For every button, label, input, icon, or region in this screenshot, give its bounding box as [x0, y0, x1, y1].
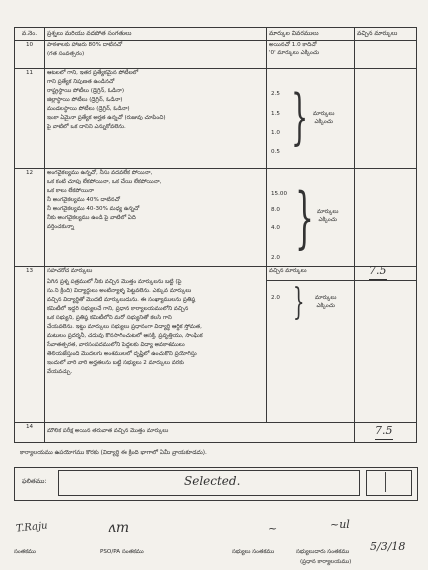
row-obtained: [355, 423, 417, 443]
desc-line: మౌలిక పరీక్ష అయిన తరువాత వచ్చిన మొత్తం మార్కులు: [47, 428, 169, 435]
desc-line: పాఠశాలకు హాజరు 80% దాటినచో: [47, 42, 123, 49]
desc-line: వేయవచ్చు.: [47, 369, 73, 376]
signature-date: 5/3/18: [370, 540, 406, 553]
row-number: 11: [15, 69, 45, 169]
handwritten-mark: 7.5: [369, 264, 387, 280]
row-description: [45, 267, 267, 423]
desc-line: ఏగిన ప్రశ్న పత్రములో నీకు వచ్చిన మొత్తం మార్కులను బట్టి (పై: [47, 278, 182, 285]
desc-line: తెలియజేస్తుంది మొదలగు అంశములలో దృష్టిలో ఉంచుకొని ప్రయోగిస్తు: [47, 351, 197, 358]
header-desc: ప్రశ్నలు మరియు వదపోత సంగతులు: [45, 28, 267, 41]
row-marks: [267, 41, 355, 69]
table-row: [15, 267, 417, 423]
mark-value: 1.5: [271, 111, 280, 118]
table-row: [15, 423, 417, 443]
table-header-row: [15, 28, 417, 41]
result-value: Selected.: [184, 474, 241, 488]
desc-line: అంగవైకల్యము ఉన్నచో, నీసు వదవలేక పోయినా,: [47, 170, 153, 177]
brace-icon: }: [291, 82, 309, 153]
signature-3-label: సభ్యులు సంతకము: [232, 549, 275, 555]
brace-label: మార్కులు: [313, 111, 335, 118]
header-marks: మార్కుల వివరములు: [267, 28, 355, 41]
desc-line: నీకు అంగవైకల్యము ఉండి పై వాటిలో ఏది: [47, 215, 136, 222]
result-side-tick: [385, 472, 386, 492]
signature-4-sub: (ప్రధాన కార్యాలయము): [300, 559, 352, 565]
desc-line: పై వాటిలో ఒక దానిని ఎన్నుకోవలెను.: [47, 124, 126, 131]
desc-line: ఒక కంటి చూపు లేకపోయినా, ఒక చేయి లేకపోయినా,: [47, 179, 162, 186]
desc-line: గాని ప్రత్యేక నిపుణత ఉండినచో: [47, 79, 115, 86]
mark-value: 8.0: [271, 207, 280, 214]
marks-subheader: [267, 267, 354, 281]
desc-line: సేవాతత్పరత, వారసంపదములోని పెద్దలకు విద్యా అవకాశములు: [47, 341, 185, 348]
header-obtained: వచ్చిన మార్కులు: [355, 28, 417, 41]
row-title: సహచరోచ మార్కులు: [47, 268, 93, 275]
row-number: 10: [15, 41, 45, 69]
marks-table: [14, 27, 417, 443]
desc-line: వర్తించకున్నా: [47, 224, 75, 231]
desc-line: రాష్ట్రస్థాయి పోటీలు (డ్రెగ్రిన్, ఓడినా): [47, 88, 125, 95]
table-row: [15, 41, 417, 69]
signature-4-mark: ~ul: [330, 518, 350, 531]
signature-4-label: సభ్యులుదారు సంతకము: [296, 549, 350, 555]
handwritten-mark: 7.5: [375, 424, 393, 440]
mark-value: 4.0: [271, 225, 280, 232]
row-obtained: [355, 41, 417, 69]
desc-line: ఇందులో వారి వారి అర్హతలను బట్టి సభ్యులు 2 మార్కులు వరకు: [47, 360, 184, 367]
desc-line: మండలస్థాయి పోటీలు (డ్రెగ్రిన్, ఓడినా): [47, 106, 130, 113]
brace-label: ఎక్కించు: [314, 118, 333, 125]
result-side-box: [366, 470, 412, 496]
office-use-note: కార్యాలయము ఉపయోగము కొరకు (విద్యార్థి ఈ క్రింది భాగాలో ఏమీ వ్రాయకూడదు).: [20, 450, 207, 456]
desc-line: నీ అంగవైకల్యము 40% దాటినచో: [47, 197, 120, 204]
row-marks: [267, 169, 355, 267]
row-description: [45, 423, 355, 443]
desc-line: నీ అంగవైకల్యము 40-30% మధ్య ఉన్నచో: [47, 206, 140, 213]
row-number: 12: [15, 169, 45, 267]
mark-value: 2.5: [271, 91, 280, 98]
signature-3-mark: ~: [268, 522, 278, 535]
header-sno: వ.నెం.: [15, 28, 45, 41]
desc-line: ఆటలలో గాని, ఇతర ప్రత్యేకమైన పోటీలలో: [47, 70, 139, 77]
desc-line: వచ్చిన విద్యార్థితో మొదటి మార్కులుదును. ఈ సంఖ్యాములను ప్రతిష్ఠ: [47, 296, 196, 303]
row-description: [45, 69, 267, 169]
brace-icon: }: [293, 282, 305, 324]
row-obtained: [355, 169, 417, 267]
mark-value: 2.0: [271, 255, 280, 262]
mark-value: 2.0: [271, 295, 280, 302]
row-description: [45, 41, 267, 69]
row-number: 13: [15, 267, 45, 423]
table-row: [15, 69, 417, 169]
brace-icon: }: [295, 179, 314, 257]
signature-1: T.Raju: [15, 520, 49, 535]
marks-subheader-label: వచ్చిన మార్కులు: [269, 268, 307, 275]
desc-line: (గత సంవత్సరం): [47, 51, 85, 58]
row-marks: [267, 267, 355, 423]
row-number: 14: [15, 423, 45, 443]
desc-line: కమిటీలో ఇద్దరి సభ్యులచే గాని, ప్రధాన కార్యాలయములోని వచ్చిన: [47, 305, 189, 312]
mark-value: 15.00: [271, 191, 288, 198]
row-description: [45, 169, 267, 267]
desc-line: ఒక సభ్యుని, ప్రతిష్ఠ కమిటీలోని మరో సభ్యునితో కలసి గాని: [47, 314, 172, 321]
row-obtained: [355, 264, 417, 423]
mark-value: 1.0: [271, 130, 280, 137]
row-marks: [267, 69, 355, 169]
result-label: ఫలితము:: [22, 478, 47, 485]
signature-2-label: PSO/PA సంతకము: [100, 549, 144, 555]
brace-label: మార్కులు: [317, 209, 339, 216]
signature-2-mark: ʌm: [108, 520, 130, 536]
desc-line: ఒక కాలు లేకపోయినా: [47, 188, 94, 195]
table-row: [15, 169, 417, 267]
marks-line: అయినచో 1.0 కాదిచో: [269, 42, 317, 49]
marks-line: '0' మార్కులు ఎక్కించు: [269, 49, 320, 56]
signature-1-label: సంతకము: [14, 549, 36, 555]
mark-value: 0.5: [271, 149, 280, 156]
desc-line: సు.ని క్రింది) విద్యార్థులు అంటిన్యాళ్ళ పెట్టవలెను. ఎక్కువ మార్కులు: [47, 287, 192, 294]
desc-line: ఇంకా ఏమైనా ప్రత్యేక అర్హత ఉన్నచో (రుజువు చూపించి): [47, 115, 166, 122]
desc-line: చేయవలెను. ఇట్టు మార్కులు సభ్యులు ప్రధానంగా విద్యార్థి ఆర్థిక స్తోమత,: [47, 323, 202, 330]
desc-line: జిల్లాస్థాయి పోటీలు (డ్రెగ్రిన్, ఓడినా): [47, 97, 123, 104]
brace-label: ఎక్కించు: [316, 302, 335, 309]
row-obtained: [355, 69, 417, 169]
brace-label: ఎక్కించు: [318, 216, 337, 223]
desc-line: మటులం ప్రదర్శనీ, చదువు కొనసాగించుటలో ఆసక్తి, ప్రవృత్తియు, సాంఘిక: [47, 332, 203, 339]
brace-label: మార్కులు: [315, 295, 337, 302]
